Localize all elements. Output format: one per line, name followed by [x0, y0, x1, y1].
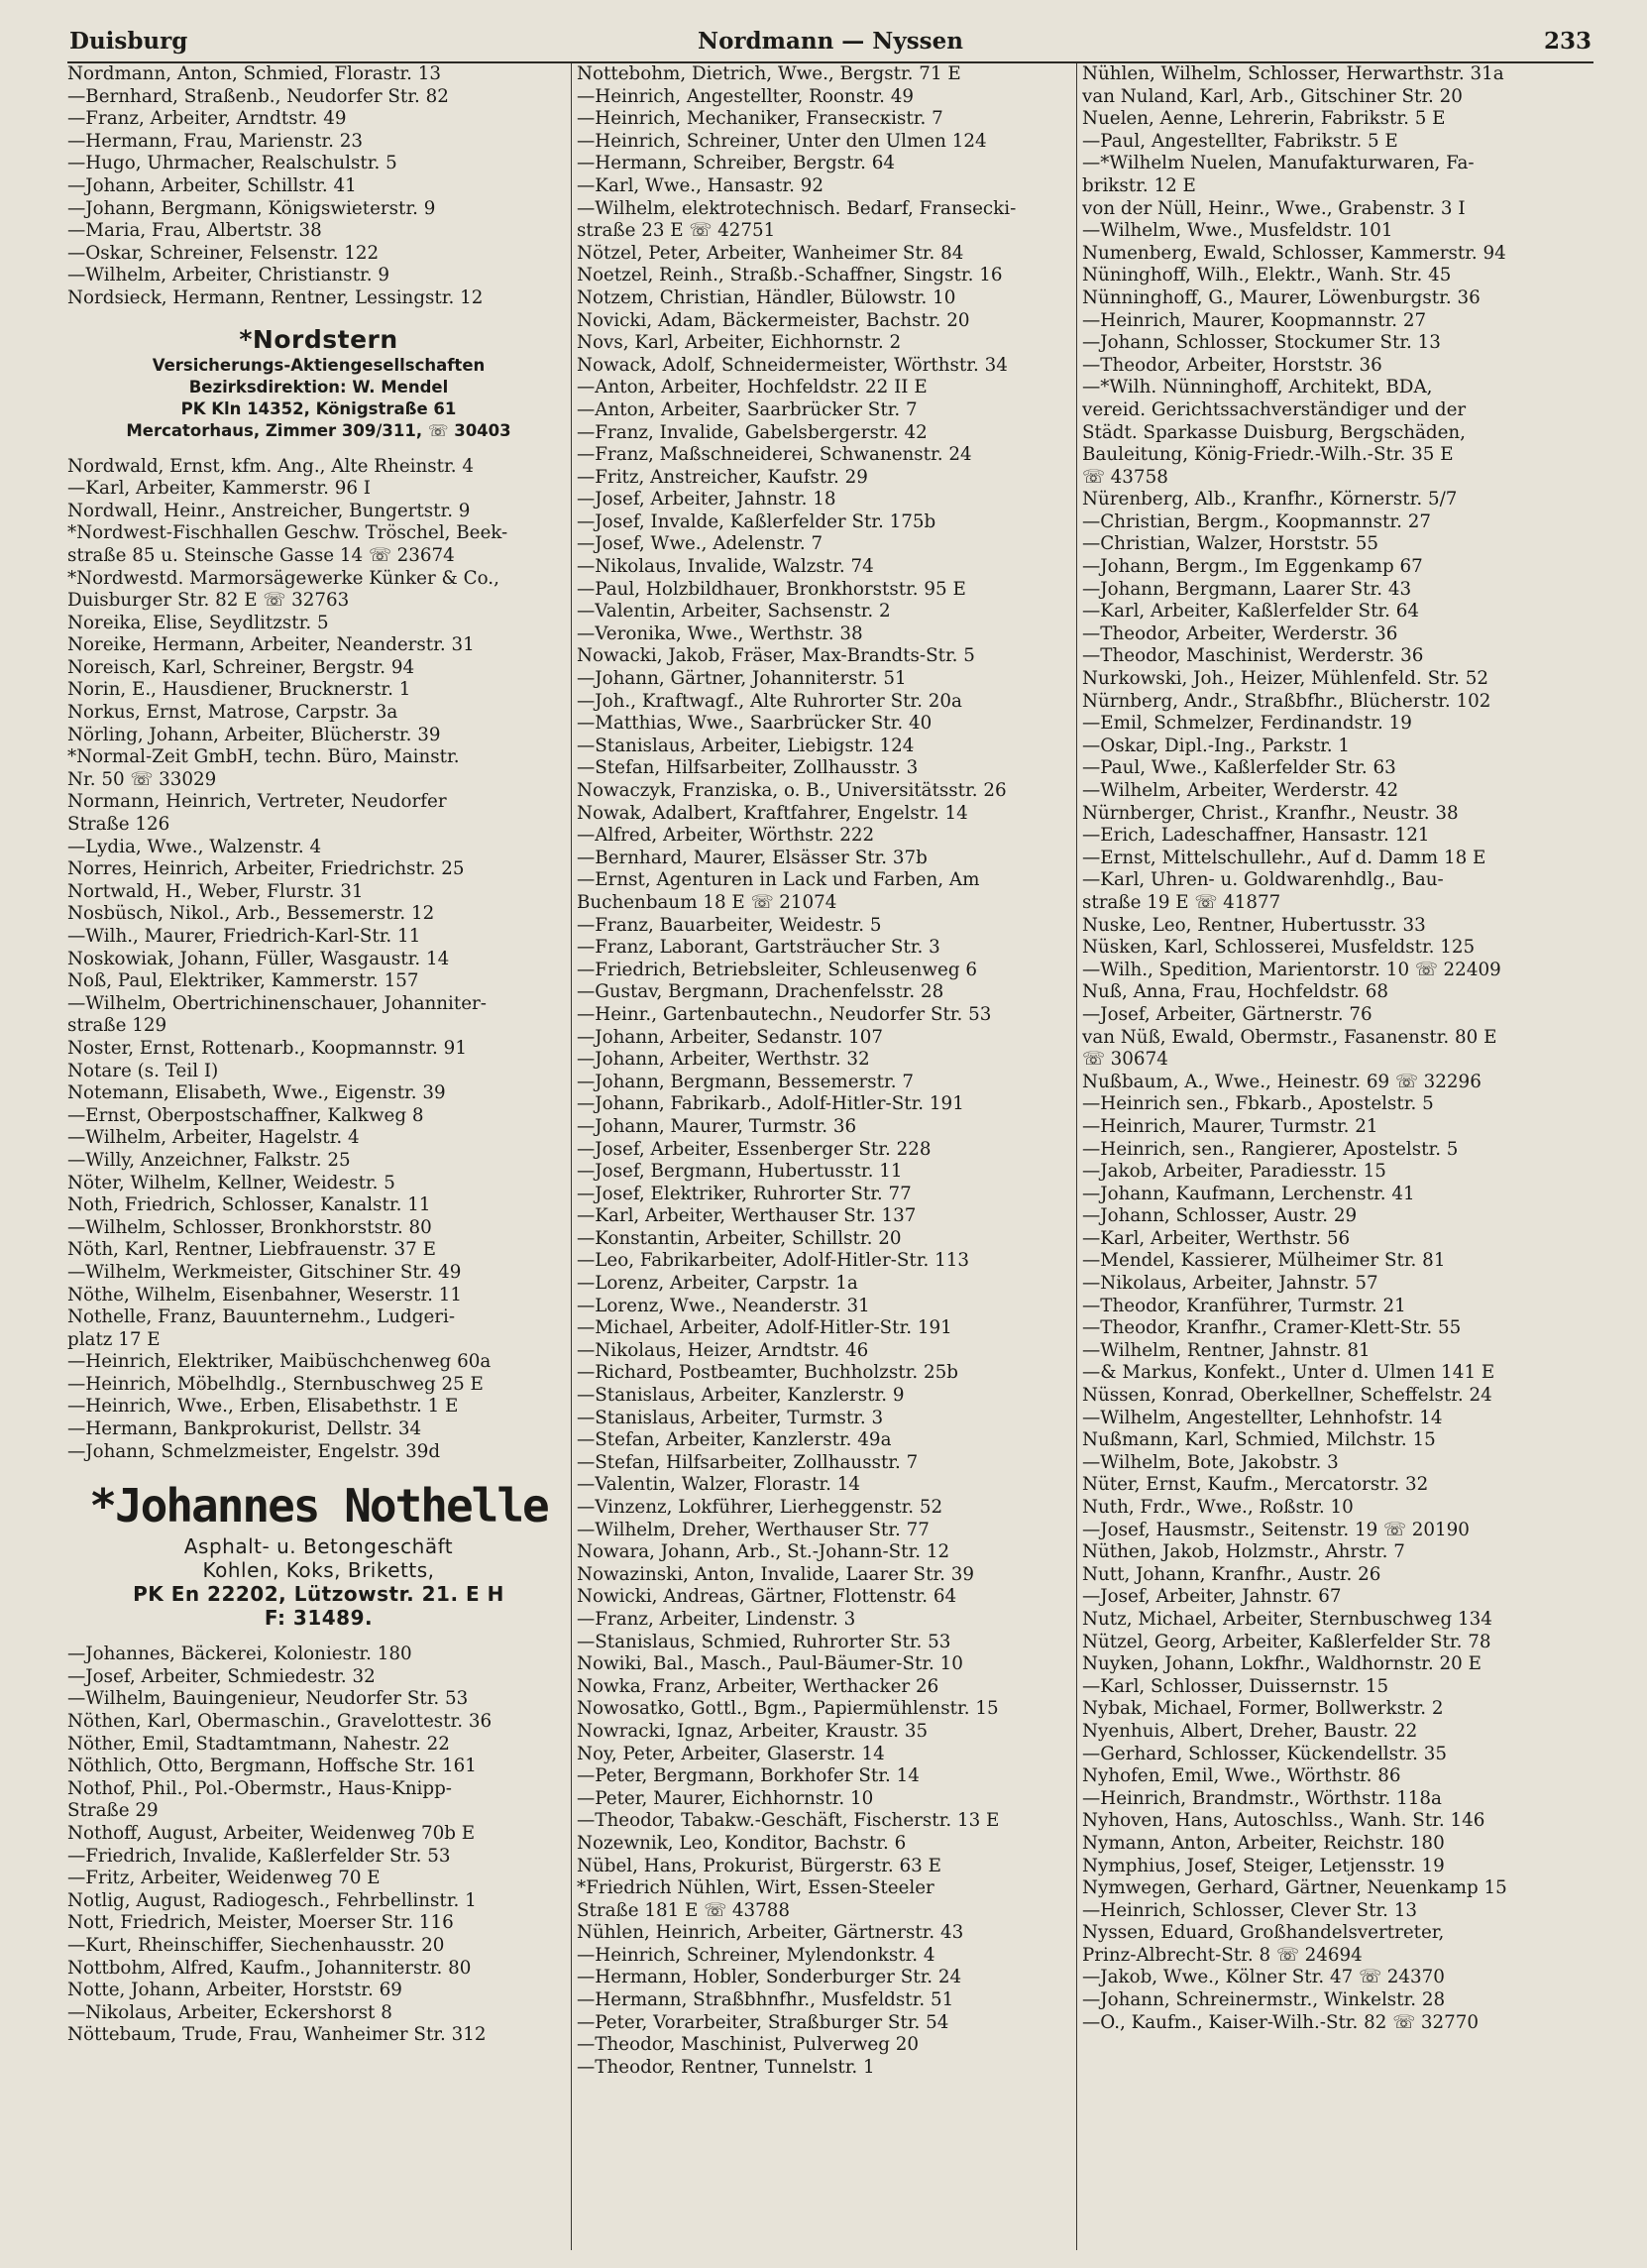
directory-entry: Nowka, Franz, Arbeiter, Werthacker 26: [577, 1675, 939, 1697]
directory-entry: straße 85 u. Steinsche Gasse 14 ☏ 23674: [67, 544, 455, 566]
directory-entry: straße 23 E ☏ 42751: [577, 220, 776, 242]
directory-entry: Normann, Heinrich, Vertreter, Neudorfer: [67, 791, 447, 813]
directory-entry: Nöthen, Karl, Obermaschin., Gravelottestr. 36: [67, 1711, 493, 1733]
directory-entry: —Karl, Schlosser, Duissernstr. 15: [1082, 1675, 1389, 1697]
directory-entry: —Johann, Gärtner, Johanniterstr. 51: [577, 668, 907, 690]
directory-entry: —Heinrich sen., Fbkarb., Apostelstr. 5: [1082, 1093, 1434, 1115]
directory-entry: —Heinrich, Angestellter, Roonstr. 49: [577, 85, 915, 107]
directory-entry: Noskowiak, Johann, Füller, Wasgaustr. 14: [67, 948, 450, 969]
directory-entry: —Josef, Arbeiter, Essenberger Str. 228: [577, 1138, 932, 1160]
directory-entry: —Michael, Arbeiter, Adolf-Hitler-Str. 191: [577, 1317, 952, 1339]
directory-entry: —Franz, Laborant, Gartsträucher Str. 3: [577, 937, 940, 959]
directory-entry: —Josef, Arbeiter, Schmiedestr. 32: [67, 1665, 376, 1687]
directory-entry: Nowak, Adalbert, Kraftfahrer, Engelstr. 14: [577, 802, 968, 824]
directory-entry: Nyhofen, Emil, Wwe., Wörthstr. 86: [1082, 1765, 1401, 1787]
directory-entry: —Hermann, Frau, Marienstr. 23: [67, 130, 364, 152]
directory-entry: —Fritz, Anstreicher, Kaufstr. 29: [577, 466, 868, 488]
directory-entry: Nothelle, Franz, Bauunternehm., Ludgeri-: [67, 1306, 456, 1328]
directory-entry: —Heinrich, Elektriker, Maibüschchenweg 60a: [67, 1351, 492, 1373]
directory-entry: —Paul, Holzbildhauer, Bronkhorststr. 95 E: [577, 578, 966, 600]
directory-entry: Nurkowski, Joh., Heizer, Mühlenfeld. Str. 52: [1082, 668, 1489, 690]
directory-entry: *Friedrich Nühlen, Wirt, Essen-Steeler: [577, 1877, 934, 1899]
directory-entry: Nybak, Michael, Former, Bollwerkstr. 2: [1082, 1698, 1444, 1720]
directory-entry: —Heinr., Gartenbautechn., Neudorfer Str. 53: [577, 1003, 992, 1025]
directory-entry: —Stefan, Hilfsarbeiter, Zollhausstr. 7: [577, 1451, 919, 1473]
directory-entry: *Nordwestd. Marmorsägewerke Künker & Co.,: [67, 567, 499, 589]
directory-entry: —Theodor, Arbeiter, Werderstr. 36: [1082, 623, 1398, 644]
directory-entry: —Nikolaus, Arbeiter, Jahnstr. 57: [1082, 1273, 1378, 1295]
ad-line: Bezirksdirektion: W. Mendel: [188, 377, 449, 397]
directory-entry: —Friedrich, Betriebsleiter, Schleusenweg 6: [577, 959, 977, 980]
directory-entry: —*Wilhelm Nuelen, Manufakturwaren, Fa-: [1082, 153, 1475, 174]
directory-entry: —& Markus, Konfekt., Unter d. Ulmen 141 E: [1082, 1362, 1495, 1384]
directory-entry: —Hermann, Bankprokurist, Dellstr. 34: [67, 1418, 422, 1440]
directory-entry: —Johann, Schmelzmeister, Engelstr. 39d: [67, 1440, 441, 1462]
directory-entry: —Valentin, Arbeiter, Sachsenstr. 2: [577, 601, 891, 623]
directory-entry: —Josef, Wwe., Adelenstr. 7: [577, 533, 824, 555]
directory-entry: —Johann, Arbeiter, Werthstr. 32: [577, 1049, 870, 1071]
directory-entry: —Wilh., Maurer, Friedrich-Karl-Str. 11: [67, 926, 421, 947]
nothelle-advertisement: [67, 1477, 570, 1630]
directory-entry: —Karl, Uhren- u. Goldwarenhdlg., Bau-: [1082, 869, 1444, 891]
directory-entry: —Lorenz, Wwe., Neanderstr. 31: [577, 1295, 870, 1316]
directory-entry: —Gustav, Bergmann, Drachenfelsstr. 28: [577, 981, 944, 1003]
directory-entry: —Heinrich, Maurer, Turmstr. 21: [1082, 1115, 1378, 1137]
directory-entry: —Lydia, Wwe., Walzenstr. 4: [67, 836, 322, 857]
directory-entry: Nyssen, Eduard, Großhandelsvertreter,: [1082, 1922, 1445, 1944]
entry-list: [67, 456, 570, 1464]
directory-entry: Notemann, Elisabeth, Wwe., Eigenstr. 39: [67, 1082, 446, 1104]
directory-entry: —Josef, Invalde, Kaßlerfelder Str. 175b: [577, 510, 936, 532]
directory-entry: Noß, Paul, Elektriker, Kammerstr. 157: [67, 970, 419, 992]
directory-entry: —Bernhard, Maurer, Elsässer Str. 37b: [577, 847, 928, 868]
directory-entry: —Johann, Schreinermstr., Winkelstr. 28: [1082, 1989, 1446, 2011]
entry-list: [577, 63, 1072, 2079]
directory-entry: —Heinrich, sen., Rangierer, Apostelstr. 5: [1082, 1138, 1459, 1160]
directory-entry: —Fritz, Arbeiter, Weidenweg 70 E: [67, 1868, 381, 1889]
directory-entry: —Nikolaus, Invalide, Walzstr. 74: [577, 556, 874, 578]
directory-entry: —Karl, Arbeiter, Kammerstr. 96 I: [67, 478, 372, 500]
directory-entry: —Stanislaus, Arbeiter, Turmstr. 3: [577, 1407, 884, 1428]
directory-entry: Noetzel, Reinh., Straßb.-Schaffner, Singstr. 16: [577, 265, 1003, 286]
directory-entry: van Nuland, Karl, Arb., Gitschiner Str. 20: [1082, 85, 1463, 107]
directory-entry: Noreika, Elise, Seydlitzstr. 5: [67, 612, 329, 633]
directory-entry: —Johann, Bergmann, Königswieterstr. 9: [67, 197, 436, 219]
directory-entry: Nüssen, Konrad, Oberkellner, Scheffelstr. 24: [1082, 1385, 1492, 1407]
directory-entry: Nowaczyk, Franziska, o. B., Universitätsstr. 26: [577, 780, 1007, 801]
column-divider: [1076, 63, 1077, 2250]
ad-line: Asphalt- u. Betongeschäft: [183, 1534, 454, 1559]
directory-entry: Nothof, Phil., Pol.-Obermstr., Haus-Knipp-: [67, 1777, 452, 1799]
nordstern-advertisement: [67, 324, 570, 442]
directory-entry: —Heinrich, Schlosser, Clever Str. 13: [1082, 1899, 1418, 1921]
directory-entry: Numenberg, Ewald, Schlosser, Kammerstr. 94: [1082, 242, 1506, 264]
directory-entry: —Emil, Schmelzer, Ferdinandstr. 19: [1082, 713, 1412, 735]
directory-entry: —Stefan, Arbeiter, Kanzlerstr. 49a: [577, 1429, 892, 1451]
directory-entry: —Franz, Bauarbeiter, Weidestr. 5: [577, 914, 882, 936]
directory-entry: —Anton, Arbeiter, Saarbrücker Str. 7: [577, 398, 918, 420]
directory-entry: —Johann, Bergmann, Bessemerstr. 7: [577, 1071, 914, 1092]
directory-entry: —Ernst, Agenturen in Lack und Farben, Am: [577, 869, 980, 891]
directory-entry: —Ernst, Oberpostschaffner, Kalkweg 8: [67, 1104, 424, 1126]
directory-entry: Nuelen, Aenne, Lehrerin, Fabrikstr. 5 E: [1082, 108, 1446, 130]
directory-entry: Nürnberger, Christ., Kranfhr., Neustr. 38: [1082, 802, 1459, 824]
directory-entry: —Theodor, Arbeiter, Horststr. 36: [1082, 354, 1382, 376]
directory-entry: Nuß, Anna, Frau, Hochfeldstr. 68: [1082, 981, 1389, 1003]
directory-entry: —Richard, Postbeamter, Buchholzstr. 25b: [577, 1362, 958, 1384]
header-name-range: Nordmann — Nyssen: [698, 28, 963, 55]
column-1: [67, 63, 570, 2047]
directory-entry: —Johann, Bergmann, Laarer Str. 43: [1082, 578, 1412, 600]
directory-entry: —Karl, Arbeiter, Kaßlerfelder Str. 64: [1082, 601, 1420, 623]
directory-entry: von der Nüll, Heinr., Wwe., Grabenstr. 3 I: [1082, 197, 1466, 219]
directory-entry: Straße 181 E ☏ 43788: [577, 1899, 791, 1921]
column-2: [577, 63, 1072, 2079]
directory-entry: —Johann, Schlosser, Stockumer Str. 13: [1082, 332, 1441, 354]
directory-entry: Straße 126: [67, 814, 170, 836]
directory-entry: —Heinrich, Mechaniker, Fransecкistr. 7: [577, 108, 943, 130]
directory-entry: Städt. Sparkasse Duisburg, Bergschäden,: [1082, 421, 1466, 443]
directory-entry: Nyenhuis, Albert, Dreher, Baustr. 22: [1082, 1720, 1418, 1742]
directory-entry: Nordmann, Anton, Schmied, Florastr. 13: [67, 63, 441, 84]
directory-entry: —Hugo, Uhrmacher, Realschulstr. 5: [67, 153, 397, 174]
directory-entry: vereid. Gerichtssachverständiger und der: [1082, 398, 1467, 420]
header-city: Duisburg: [69, 28, 188, 55]
directory-entry: Nozewnik, Leo, Konditor, Bachstr. 6: [577, 1832, 907, 1854]
directory-entry: —Franz, Invalide, Gabelsbergerstr. 42: [577, 421, 928, 443]
column-divider: [571, 63, 572, 2250]
directory-entry: —Alfred, Arbeiter, Wörthstr. 222: [577, 825, 875, 847]
directory-entry: —Peter, Vorarbeiter, Straßburger Str. 54: [577, 2011, 949, 2033]
directory-entry: —Heinrich, Maurer, Koopmannstr. 27: [1082, 309, 1427, 331]
directory-entry: Notte, Johann, Arbeiter, Horststr. 69: [67, 1980, 402, 2001]
directory-entry: —Hermann, Hobler, Sonderburger Str. 24: [577, 1967, 962, 1988]
directory-entry: —Wilhelm, elektrotechnisch. Bedarf, Fransecki-: [577, 197, 1017, 219]
directory-entry: —Erich, Ladeschaffner, Hansastr. 121: [1082, 825, 1430, 847]
entry-list: [67, 63, 570, 310]
directory-entry: Noster, Ernst, Rottenarb., Koopmannstr. 91: [67, 1037, 467, 1059]
directory-entry: —Josef, Arbeiter, Gärtnerstr. 76: [1082, 1003, 1372, 1025]
directory-entry: —Jakob, Arbeiter, Paradiesstr. 15: [1082, 1161, 1386, 1183]
directory-entry: Nuth, Frdr., Wwe., Roßstr. 10: [1082, 1497, 1354, 1518]
directory-entry: Duisburger Str. 82 E ☏ 32763: [67, 590, 350, 612]
directory-entry: —Johannes, Bäckerei, Koloniestr. 180: [67, 1644, 412, 1665]
directory-entry: —Kurt, Rheinschiffer, Siechenhausstr. 20: [67, 1934, 445, 1956]
ad-line: F: 31489.: [264, 1606, 374, 1631]
directory-entry: —Nikolaus, Arbeiter, Eckershorst 8: [67, 2001, 392, 2023]
directory-entry: Norin, E., Hausdiener, Brucknerstr. 1: [67, 679, 411, 701]
directory-entry: —Johann, Arbeiter, Sedanstr. 107: [577, 1026, 883, 1048]
directory-entry: Nr. 50 ☏ 33029: [67, 768, 217, 790]
directory-entry: Nymwegen, Gerhard, Gärtner, Neuenkamp 15: [1082, 1877, 1507, 1899]
directory-entry: —Heinrich, Schreiner, Mylendonkstr. 4: [577, 1944, 935, 1966]
directory-entry: Noreike, Hermann, Arbeiter, Neanderstr. 31: [67, 634, 475, 656]
directory-entry: Nüsken, Karl, Schlosserei, Musfeldstr. 125: [1082, 937, 1476, 959]
directory-entry: Nünninghoff, G., Maurer, Löwenburgstr. 36: [1082, 286, 1481, 308]
directory-entry: Nutt, Johann, Kranfhr., Austr. 26: [1082, 1563, 1381, 1585]
directory-entry: —Matthias, Wwe., Saarbrücker Str. 40: [577, 713, 933, 735]
directory-entry: —Nikolaus, Heizer, Arndtstr. 46: [577, 1339, 869, 1361]
directory-entry: Nühlen, Wilhelm, Schlosser, Herwarthstr. 31a: [1082, 63, 1504, 84]
ad-line: Versicherungs-Aktiengesellschaften: [152, 355, 486, 375]
directory-entry: —Bernhard, Straßenb., Neudorfer Str. 82: [67, 85, 449, 107]
directory-entry: Novicki, Adam, Bäckermeister, Bachstr. 20: [577, 309, 970, 331]
directory-entry: Nürnberg, Andr., Straßbfhr., Blücherstr. 102: [1082, 690, 1491, 712]
directory-entry: —Heinrich, Brandmstr., Wörthstr. 118a: [1082, 1787, 1442, 1809]
directory-entry: —Karl, Wwe., Hansastr. 92: [577, 174, 824, 196]
directory-entry: Nowiki, Bal., Masch., Paul-Bäumer-Str. 10: [577, 1653, 963, 1675]
directory-entry: —Johann, Kaufmann, Lerchenstr. 41: [1082, 1183, 1415, 1204]
directory-entry: —Stanislaus, Arbeiter, Kanzlerstr. 9: [577, 1385, 905, 1407]
directory-entry: —Theodor, Rentner, Tunnelstr. 1: [577, 2056, 875, 2078]
directory-entry: Nott, Friedrich, Meister, Moerser Str. 116: [67, 1912, 454, 1934]
directory-entry: *Nordwest-Fischhallen Geschw. Tröschel, Beek-: [67, 522, 508, 544]
directory-entry: Nowazinski, Anton, Invalide, Laarer Str. 39: [577, 1563, 975, 1585]
directory-entry: —Theodor, Maschinist, Werderstr. 36: [1082, 645, 1424, 667]
directory-entry: Nowicki, Andreas, Gärtner, Flottenstr. 64: [577, 1586, 957, 1608]
directory-entry: Nutz, Michael, Arbeiter, Sternbuschweg 134: [1082, 1608, 1492, 1630]
directory-entry: —Willy, Anzeichner, Falkstr. 25: [67, 1149, 351, 1171]
ad-line: Mercatorhaus, Zimmer 309/311, ☏ 30403: [126, 420, 511, 440]
directory-entry: Norres, Heinrich, Arbeiter, Friedrichstr. 25: [67, 858, 465, 880]
ad-line: PK En 22202, Lützowstr. 21. E H: [133, 1582, 504, 1607]
directory-entry: —Theodor, Kranfhr., Cramer-Klett-Str. 55: [1082, 1317, 1462, 1339]
directory-entry: —Christian, Walzer, Horststr. 55: [1082, 533, 1379, 555]
directory-entry: —Karl, Arbeiter, Werthauser Str. 137: [577, 1205, 917, 1227]
directory-entry: —Paul, Wwe., Kaßlerfelder Str. 63: [1082, 757, 1396, 779]
directory-entry: —Wilhelm, Werkmeister, Gitschiner Str. 49: [67, 1261, 462, 1283]
ad-line: Kohlen, Koks, Briketts,: [202, 1558, 435, 1583]
directory-entry: —Josef, Bergmann, Hubertusstr. 11: [577, 1161, 903, 1183]
directory-entry: —Wilhelm, Wwe., Musfeldstr. 101: [1082, 220, 1393, 242]
directory-entry: Nottebohm, Dietrich, Wwe., Bergstr. 71 E: [577, 63, 961, 84]
directory-entry: Nöthe, Wilhelm, Eisenbahner, Weserstr. 11: [67, 1284, 463, 1305]
page-number: 233: [1543, 28, 1592, 55]
directory-entry: —Franz, Maßschneiderei, Schwanenstr. 24: [577, 444, 972, 466]
directory-entry: —Lorenz, Arbeiter, Carpstr. 1a: [577, 1273, 858, 1295]
directory-entry: van Nüß, Ewald, Obermstr., Fasanenstr. 80 E: [1082, 1026, 1497, 1048]
directory-entry: —Josef, Arbeiter, Jahnstr. 67: [1082, 1586, 1342, 1608]
directory-entry: Bauleitung, König-Friedr.-Wilh.-Str. 35 E: [1082, 444, 1454, 466]
directory-entry: Nübel, Hans, Prokurist, Bürgerstr. 63 E: [577, 1855, 941, 1876]
directory-entry: Nosbüsch, Nikol., Arb., Bessemerstr. 12: [67, 903, 435, 925]
directory-entry: Nühlen, Heinrich, Arbeiter, Gärtnerstr. 43: [577, 1922, 964, 1944]
directory-entry: —Anton, Arbeiter, Hochfeldstr. 22 II E: [577, 377, 928, 398]
directory-entry: —Wilhelm, Obertrichinenschauer, Johanniter-: [67, 992, 487, 1014]
directory-entry: Nüter, Ernst, Kaufm., Mercatorstr. 32: [1082, 1474, 1429, 1496]
directory-entry: —Johann, Maurer, Turmstr. 36: [577, 1115, 857, 1137]
directory-entry: —Mendel, Kassierer, Mülheimer Str. 81: [1082, 1250, 1446, 1272]
directory-entry: Nordwald, Ernst, kfm. Ang., Alte Rheinstr. 4: [67, 455, 474, 477]
directory-entry: Nowracki, Ignaz, Arbeiter, Kraustr. 35: [577, 1720, 929, 1742]
directory-entry: platz 17 E: [67, 1328, 161, 1350]
directory-entry: —Peter, Bergmann, Borkhofer Str. 14: [577, 1765, 920, 1787]
directory-entry: —Heinrich, Schreiner, Unter den Ulmen 124: [577, 130, 987, 152]
directory-entry: —Gerhard, Schlosser, Kückendellstr. 35: [1082, 1743, 1447, 1764]
directory-entry: Novs, Karl, Arbeiter, Eichhornstr. 2: [577, 332, 902, 354]
directory-entry: —Stefan, Hilfsarbeiter, Zollhausstr. 3: [577, 757, 919, 779]
directory-entry: —Hermann, Schreiber, Bergstr. 64: [577, 153, 896, 174]
directory-entry: Nöther, Emil, Stadtamtmann, Nahestr. 22: [67, 1733, 450, 1755]
entry-list: [67, 1644, 570, 2047]
directory-entry: Nöthlich, Otto, Bergmann, Hoffsche Str. 161: [67, 1756, 477, 1777]
directory-entry: —Maria, Frau, Albertstr. 38: [67, 220, 322, 242]
directory-entry: —Friedrich, Invalide, Kaßlerfelder Str. 53: [67, 1845, 451, 1867]
directory-entry: Noth, Friedrich, Schlosser, Kanalstr. 11: [67, 1194, 431, 1216]
directory-entry: —Wilhelm, Arbeiter, Christianstr. 9: [67, 265, 389, 286]
directory-entry: straße 129: [67, 1015, 167, 1037]
directory-entry: Notzem, Christian, Händler, Bülowstr. 10: [577, 286, 956, 308]
directory-entry: —Hermann, Straßbhnfhr., Musfeldstr. 51: [577, 1989, 954, 2011]
directory-entry: Norkus, Ernst, Matrose, Carpstr. 3a: [67, 702, 398, 724]
directory-entry: —Stanislaus, Schmied, Ruhrorter Str. 53: [577, 1631, 951, 1652]
directory-entry: Nußbaum, A., Wwe., Heinestr. 69 ☏ 32296: [1082, 1071, 1482, 1092]
directory-entry: —Karl, Arbeiter, Werthstr. 56: [1082, 1227, 1351, 1249]
directory-entry: Nötzel, Peter, Arbeiter, Wanheimer Str. 84: [577, 242, 964, 264]
directory-entry: —Oskar, Dipl.-Ing., Parkstr. 1: [1082, 735, 1351, 756]
directory-entry: ☏ 30674: [1082, 1049, 1168, 1071]
ad-title: *Johannes Nothelle: [89, 1479, 548, 1533]
page-header: [67, 20, 1593, 63]
directory-entry: Nymphius, Josef, Steiger, Letjensstr. 19: [1082, 1855, 1445, 1876]
directory-entry: Nordsieck, Hermann, Rentner, Lessingstr. 12: [67, 286, 484, 308]
directory-entry: —*Wilh. Nünninghoff, Architekt, BDA,: [1082, 377, 1433, 398]
directory-entry: —Franz, Arbeiter, Lindenstr. 3: [577, 1608, 856, 1630]
directory-entry: —Paul, Angestellter, Fabrikstr. 5 E: [1082, 130, 1398, 152]
directory-entry: Nüthen, Jakob, Holzmstr., Ahrstr. 7: [1082, 1541, 1405, 1563]
directory-entry: —Wilhelm, Arbeiter, Werderstr. 42: [1082, 780, 1399, 801]
directory-entry: Nowara, Johann, Arb., St.-Johann-Str. 12: [577, 1541, 950, 1563]
directory-entry: Nowack, Adolf, Schneidermeister, Wörthstr. 34: [577, 354, 1008, 376]
entry-list: [1082, 63, 1593, 2034]
directory-entry: —Wilhelm, Angestellter, Lehnhofstr. 14: [1082, 1407, 1443, 1428]
directory-entry: —Stanislaus, Arbeiter, Liebigstr. 124: [577, 735, 915, 756]
directory-entry: Notlig, August, Radiogesch., Fehrbellinstr. 1: [67, 1889, 477, 1911]
directory-entry: Nuyken, Johann, Lokfhr., Waldhornstr. 20 E: [1082, 1653, 1482, 1675]
directory-entry: —Jakob, Wwe., Kölner Str. 47 ☏ 24370: [1082, 1967, 1445, 1988]
directory-entry: —Heinrich, Möbelhdlg., Sternbuschweg 25 E: [67, 1373, 484, 1395]
directory-entry: Nothoff, August, Arbeiter, Weidenweg 70b E: [67, 1823, 476, 1844]
directory-entry: —Wilhelm, Bote, Jakobstr. 3: [1082, 1451, 1339, 1473]
ad-line: PK Kln 14352, Königstraße 61: [180, 398, 457, 418]
directory-entry: Noy, Peter, Arbeiter, Glaserstr. 14: [577, 1743, 885, 1764]
directory-entry: —Wilh., Spedition, Marientorstr. 10 ☏ 22409: [1082, 959, 1501, 980]
directory-entry: —Theodor, Maschinist, Pulverweg 20: [577, 2034, 920, 2056]
directory-entry: —Wilhelm, Rentner, Jahnstr. 81: [1082, 1339, 1371, 1361]
directory-entry: —Theodor, Tabakw.-Geschäft, Fischerstr. 13 E: [577, 1810, 1000, 1832]
directory-entry: —O., Kaufm., Kaiser-Wilh.-Str. 82 ☏ 32770: [1082, 2011, 1480, 2033]
directory-entry: Nöth, Karl, Rentner, Liebfrauenstr. 37 E: [67, 1239, 436, 1261]
directory-entry: —Wilhelm, Schlosser, Bronkhorststr. 80: [67, 1216, 432, 1238]
directory-entry: brikstr. 12 E: [1082, 174, 1196, 196]
ad-title: *Nordstern: [239, 324, 398, 354]
directory-entry: Nürenberg, Alb., Kranfhr., Körnerstr. 5/7: [1082, 489, 1458, 510]
directory-entry: ☏ 43758: [1082, 466, 1168, 488]
directory-entry: —Johann, Fabrikarb., Adolf-Hitler-Str. 191: [577, 1093, 964, 1115]
directory-entry: Notare (s. Teil I): [67, 1060, 219, 1081]
directory-entry: Nowacki, Jakob, Fräser, Max-Brandts-Str. 5: [577, 645, 975, 667]
directory-entry: Nützel, Georg, Arbeiter, Kaßlerfelder Str. 78: [1082, 1631, 1491, 1652]
directory-entry: —Josef, Arbeiter, Jahnstr. 18: [577, 489, 836, 510]
directory-entry: —Vinzenz, Lokführer, Lierheggenstr. 52: [577, 1497, 943, 1518]
directory-entry: —Johann, Bergm., Im Eggenkamp 67: [1082, 556, 1423, 578]
directory-entry: —Leo, Fabrikarbeiter, Adolf-Hitler-Str. 113: [577, 1250, 969, 1272]
directory-entry: —Josef, Hausmstr., Seitenstr. 19 ☏ 20190: [1082, 1519, 1470, 1540]
directory-entry: —Joh., Kraftwagf., Alte Ruhrorter Str. 20a: [577, 690, 962, 712]
directory-entry: —Josef, Elektriker, Ruhrorter Str. 77: [577, 1183, 912, 1204]
directory-entry: Nortwald, H., Weber, Flurstr. 31: [67, 880, 364, 902]
directory-entry: Nottbohm, Alfred, Kaufm., Johanniterstr. 80: [67, 1957, 472, 1979]
directory-entry: —Oskar, Schreiner, Felsenstr. 122: [67, 242, 380, 264]
directory-entry: Nöttebaum, Trude, Frau, Wanheimer Str. 312: [67, 2024, 487, 2046]
directory-entry: Nowosatko, Gottl., Bgm., Papiermühlenstr. 15: [577, 1698, 999, 1720]
directory-entry: Nymann, Anton, Arbeiter, Reichstr. 180: [1082, 1832, 1445, 1854]
directory-entry: Nüninghoff, Wilh., Elektr., Wanh. Str. 45: [1082, 265, 1452, 286]
directory-entry: —Wilhelm, Bauingenieur, Neudorfer Str. 53: [67, 1688, 469, 1710]
directory-entry: —Johann, Arbeiter, Schillstr. 41: [67, 174, 357, 196]
directory-entry: Buchenbaum 18 E ☏ 21074: [577, 891, 837, 913]
directory-entry: —Ernst, Mittelschullehr., Auf d. Damm 18 E: [1082, 847, 1486, 868]
directory-entry: —Theodor, Kranführer, Turmstr. 21: [1082, 1295, 1406, 1316]
directory-entry: —Konstantin, Arbeiter, Schillstr. 20: [577, 1227, 902, 1249]
directory-entry: Noreisch, Karl, Schreiner, Bergstr. 94: [67, 656, 415, 678]
directory-entry: —Franz, Arbeiter, Arndtstr. 49: [67, 108, 347, 130]
directory-entry: —Wilhelm, Arbeiter, Hagelstr. 4: [67, 1127, 360, 1149]
directory-entry: Nordwall, Heinr., Anstreicher, Bungertstr. 9: [67, 500, 471, 521]
directory-entry: Straße 29: [67, 1800, 159, 1822]
directory-entry: —Veronika, Wwe., Werthstr. 38: [577, 623, 863, 644]
column-3: [1082, 63, 1593, 2034]
directory-entry: —Johann, Schlosser, Austr. 29: [1082, 1205, 1358, 1227]
directory-entry: Nuske, Leo, Rentner, Hubertusstr. 33: [1082, 914, 1426, 936]
directory-entry: Nußmann, Karl, Schmied, Milchstr. 15: [1082, 1429, 1436, 1451]
directory-entry: —Peter, Maurer, Eichhornstr. 10: [577, 1787, 874, 1809]
directory-entry: straße 19 E ☏ 41877: [1082, 891, 1281, 913]
directory-entry: Nöter, Wilhelm, Kellner, Weidestr. 5: [67, 1172, 395, 1193]
directory-entry: Nyhoven, Hans, Autoschlss., Wanh. Str. 146: [1082, 1810, 1485, 1832]
directory-entry: *Normal-Zeit GmbH, techn. Büro, Mainstr.: [67, 746, 460, 768]
directory-entry: —Christian, Bergm., Koopmannstr. 27: [1082, 510, 1431, 532]
directory-entry: —Valentin, Walzer, Florastr. 14: [577, 1474, 860, 1496]
directory-entry: Prinz-Albrecht-Str. 8 ☏ 24694: [1082, 1944, 1363, 1966]
directory-entry: —Wilhelm, Dreher, Werthauser Str. 77: [577, 1519, 930, 1540]
directory-entry: Nörling, Johann, Arbeiter, Blücherstr. 39: [67, 724, 441, 745]
directory-entry: —Heinrich, Wwe., Erben, Elisabethstr. 1 E: [67, 1396, 459, 1418]
